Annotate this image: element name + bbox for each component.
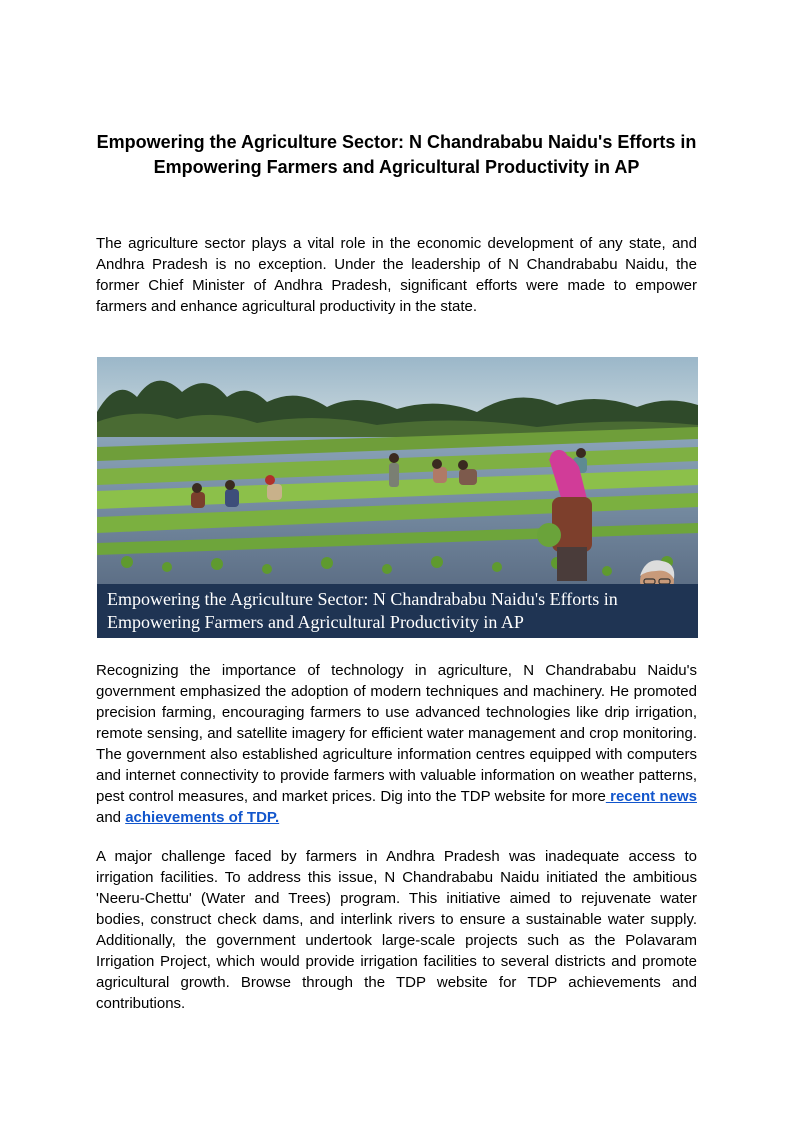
rice-field-photo <box>97 357 698 638</box>
irrigation-paragraph: A major challenge faced by farmers in Andhra Pradesh was inadequate access to irrigation facilities. To address this issue, N Chandrababu Naidu initiated the ambitious 'Neeru-Chettu' (Water and Trees) program. This initiative aimed to rejuvenate water bodies, construct check dams, and interlink rivers to ensure a sustainable water supply. Additionally, the government undertook large-scale projects such as the Polavaram Irrigation Project, which would provide irrigation facilities to several districts and promote agricultural growth. Browse through the TDP website for TDP achievements and contributions. <box>96 848 697 1012</box>
technology-paragraph <box>96 660 697 828</box>
achievements-of-tdp-link[interactable]: achievements of TDP <box>125 809 275 826</box>
banner-line-1: Empowering the Agriculture Sector: N Chandrababu Naidu's Efforts in <box>107 589 618 609</box>
link-period[interactable]: . <box>274 809 280 826</box>
document-title: Empowering the Agriculture Sector: N Chandrababu Naidu's Efforts in Empowering Farmers and Agricultural Productivity in AP <box>96 132 697 177</box>
banner-line-2: Empowering Farmers and Agricultural Productivity in AP <box>107 612 524 632</box>
technology-paragraph-text: Recognizing the importance of technology in agriculture, N Chandrababu Naidu's government emphasized the adoption of modern techniques and machinery. He promoted precision farming, encouraging farmers to use advanced technologies like drip irrigation, remote sensing, and satellite imagery for efficient water management and crop monitoring. The government also established agriculture information centres equipped with computers and internet connectivity to provide farmers with valuable information on weather patterns, pest control measures, and market prices. Dig into the TDP website for more <box>96 662 697 805</box>
image-caption-banner <box>97 584 698 638</box>
recent-news-link[interactable]: recent news <box>605 788 697 805</box>
link-connector: and <box>96 809 126 826</box>
intro-paragraph: The agriculture sector plays a vital role in the economic development of any state, and Andhra Pradesh is no exception. Under the leadership of N Chandrababu Naidu, the former Chief Minister of Andhra Pradesh, significant efforts were made to empower farmers and enhance agricultural productivity in the state. <box>96 235 697 315</box>
